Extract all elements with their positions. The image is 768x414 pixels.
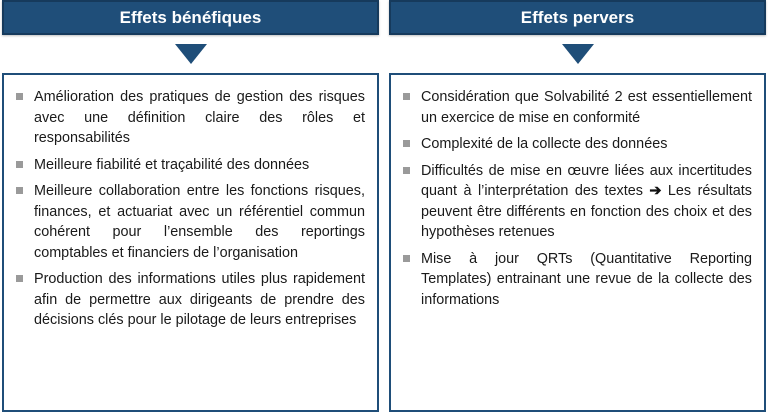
list-item: Mise à jour QRTs (Quantitative Reporting Templates) entrainant une revue de la collecte des informations (403, 249, 752, 311)
list-item-text-after: Les résultats peuvent être différents en fonction des choix et des hypothèses retenues (421, 183, 752, 240)
column-drawbacks (389, 0, 766, 308)
benefits-box (2, 73, 379, 412)
drawbacks-box (389, 73, 766, 412)
drawbacks-list (403, 87, 752, 310)
list-item: Considération que Solvabilité 2 est essentiellement un exercice de mise en conformité (403, 87, 752, 128)
benefits-list (16, 87, 365, 331)
header-benefits-title: Effets bénéfiques (119, 7, 262, 27)
header-drawbacks-title: Effets pervers (520, 7, 635, 27)
list-item (403, 161, 752, 243)
list-item: Meilleure fiabilité et traçabilité des données (16, 155, 365, 176)
down-triangle-icon (175, 44, 207, 64)
right-arrow-icon: ➔ (649, 183, 662, 199)
down-triangle-icon (562, 44, 594, 64)
list-item: Complexité de la collecte des données (403, 134, 752, 155)
list-item: Amélioration des pratiques de gestion des risques avec une définition claire des rôles et responsabilités (16, 87, 365, 149)
header-drawbacks (389, 0, 766, 35)
header-benefits (2, 0, 379, 35)
list-item: Meilleure collaboration entre les fonctions risques, finances, et actuariat avec un référentiel commun cohérent pour l’ensemble des reportings comptables et financiers de l’organisation (16, 181, 365, 263)
list-item-text-before: Difficultés de mise en œuvre liées aux incertitudes quant à l’interprétation des textes (421, 162, 752, 199)
column-benefits (2, 0, 379, 328)
list-item: Production des informations utiles plus rapidement afin de permettre aux dirigeants de prendre des décisions clés pour le pilotage de leurs entreprises (16, 269, 365, 331)
